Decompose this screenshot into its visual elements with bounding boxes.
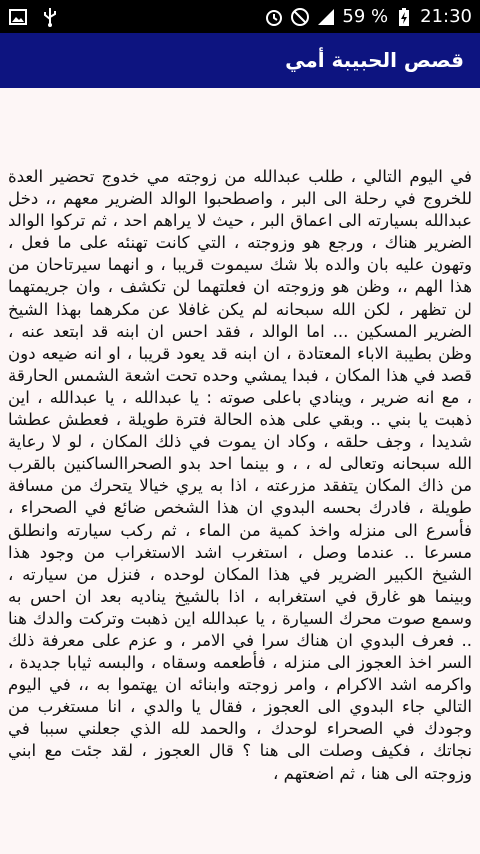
- status-bar-left: [8, 0, 60, 33]
- image-icon: [8, 7, 28, 27]
- signal-icon: [316, 7, 336, 27]
- app-title: قصص الحبيبة أمي: [285, 48, 464, 72]
- battery-charging-icon: [394, 7, 414, 27]
- alarm-icon: [264, 7, 284, 27]
- app-bar: [0, 33, 480, 88]
- mute-icon: [290, 7, 310, 27]
- story-scroll-view[interactable]: [0, 88, 480, 854]
- story-text: في اليوم التالي ، طلب عبدالله من زوجته مي خدوج تحضير العدة للخروج في رحلة الى البر ، واصطحبوا الوالد الضرير معهم ،، دخل عبدالله بسيارته الى اعماق البر ، حيث لا يراهم احد ، ثم تركوا الوالد الضرير هناك ، ورجع هو وزوجته ، التي كانت تهنئه على ما فعل ، وتهون عليه بان والده بلا شك سيموت قريبا ، و انهما سيرتاحان من هذا الهم ،، وظن هو وزوجته ان فعلتهما لن تكشف ، وان جريمتهما لن تظهر ، لكن الله سبحانه لم يكن غافلا عن مكرهما بهذا الشيخ الضرير المسكين ... اما الوالد ، فقد احس ان ابنه قد ابتعد عنه ، وظن بطيبة الاباء المعتادة ، ان ابنه قد يعود قريبا ، او انه ضيعه دون قصد في هذا المكان ، فبدا يمشي وحده تحت اشعة الشمس الحارقة ، مع انه ضرير ، وينادي باعلى صوته : يا عبدالله ، يا عبدالله ، اين ذهبت يا بني .. وبقي على هذه الحالة فترة طويلة ، فعطش عطشا شديدا ، وجف حلقه ، وكاد ان يموت في ذلك المكان ، لو لا رعاية الله سبحانه وتعالى له ، ، و بينما احد بدو الصحراالساكنين بالقرب من ذاك المكان يتفقد مزرعته ، اذا به يري خيالا يتحرك من مسافة طويلة ، فادرك بحسه البدوي ان هذا الشخص ضائع في الصحراء ، فأسرع الى منزله واخذ كمية من الماء ، ثم ركب سيارته وانطلق مسرعا .. عندما وصل ، استغرب اشد الاستغراب من وجود هذا الشيخ الكبير الضرير في هذا المكان لوحده ، فنزل من سيارته ، وبينما هو غارق في استغرابه ، اذا بالشيخ يناديه بعد ان احس به وسمع صوت محرك السيارة ، يا عبدالله اين ذهبت وتركت والدك هنا .. فعرف البدوي ان هناك سرا في الامر ، و عزم على معرفة ذلك السر اخذ العجوز الى منزله ، فأطعمه وسقاه ، والبسه ثيابا جديدة ، واكرمه اشد الاكرام ، وامر زوجته وابنائه ان يهتموا به ،، في اليوم التالي جاء البدوي الى العجوز ، فقال يا والدي ، انا مستغرب من وجودك في الصحراء لوحدك ، والحمد لله الذي جعلني سببا في نجاتك ، فكيف وصلت الى هنا ؟ قال العجوز ، لقد جئت مع ابني وزوجته الى هنا ، ثم اضعتهم ،: [8, 167, 472, 783]
- battery-percent: 59 %: [342, 6, 389, 27]
- status-bar: [0, 0, 480, 33]
- usb-icon: [40, 7, 60, 27]
- status-bar-right: [264, 0, 472, 33]
- clock: 21:30: [420, 6, 472, 27]
